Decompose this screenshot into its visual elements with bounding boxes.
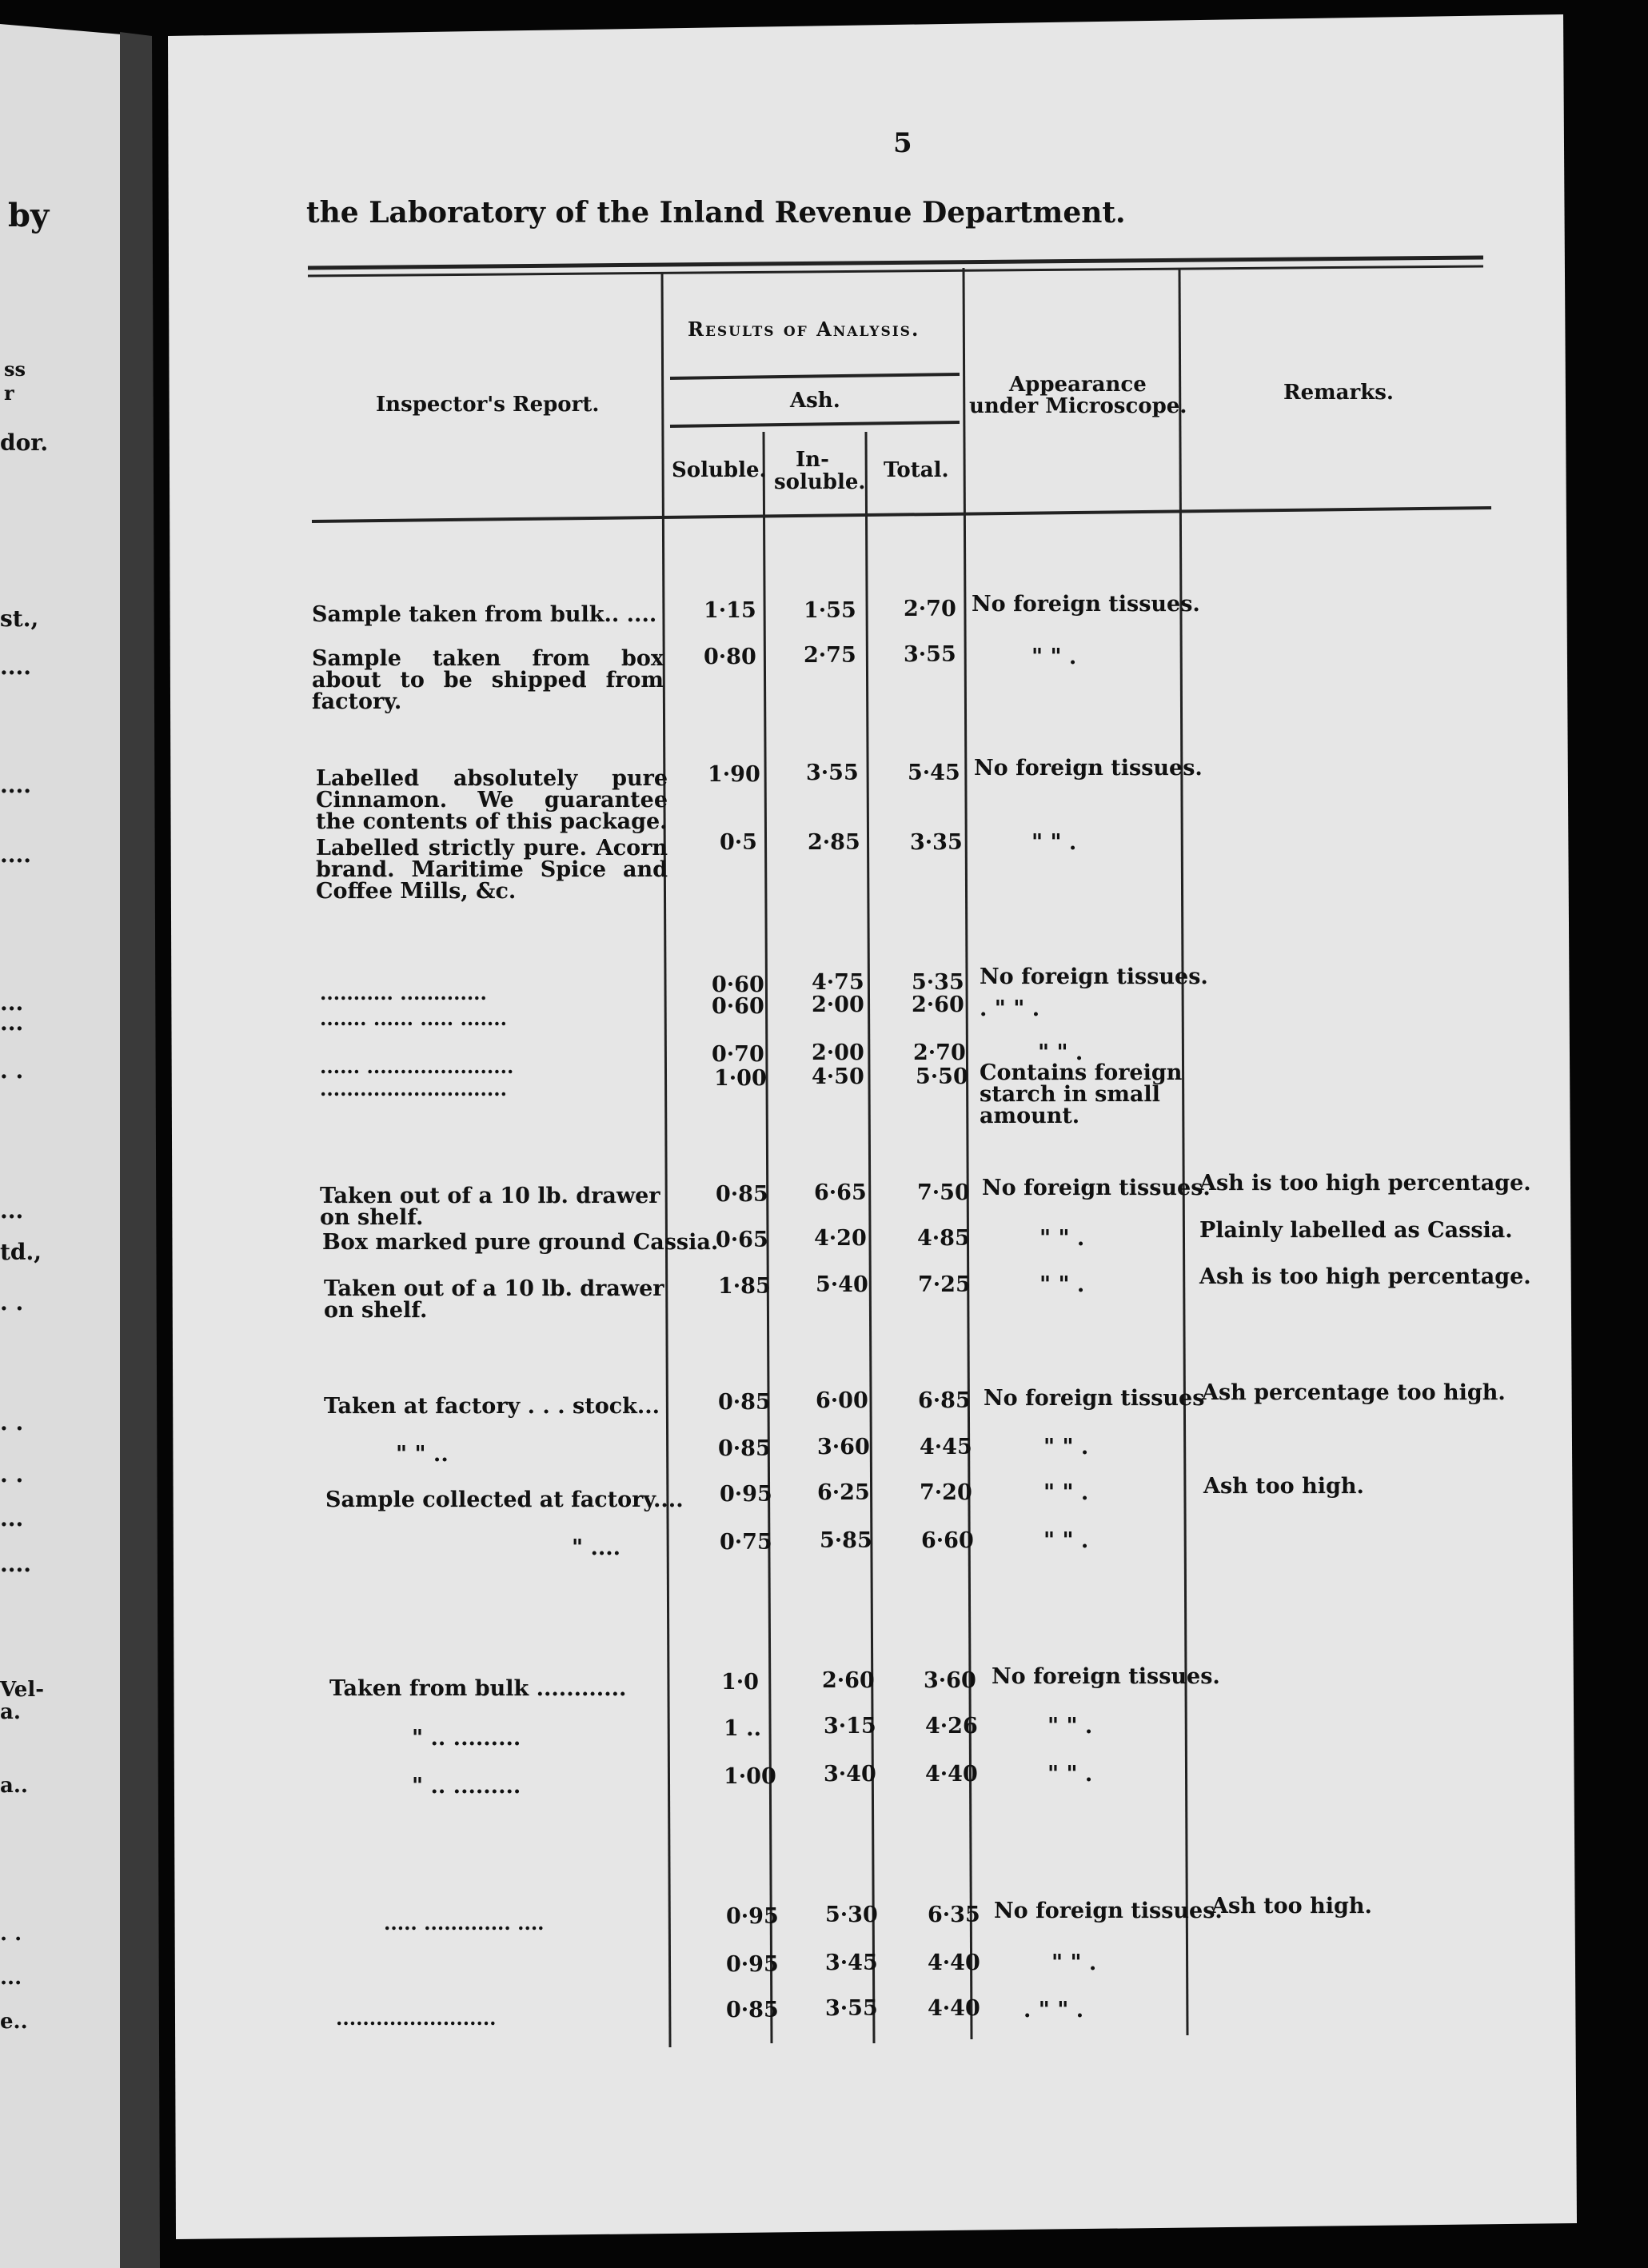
report-cell: " .. .........	[412, 1726, 521, 1751]
total-cell: 4·85	[917, 1226, 970, 1251]
left-fragment: e..	[0, 2010, 28, 2034]
soluble-cell: 0·80	[704, 645, 756, 669]
soluble-cell: 1·00	[714, 1066, 767, 1091]
left-fragment: ...	[0, 989, 24, 1016]
soluble-cell: 0·75	[720, 1530, 772, 1555]
report-cell: Taken from bulk ............	[329, 1676, 627, 1701]
left-fragment: Vel-	[0, 1678, 44, 1702]
remarks-cell: Ash is too high percentage.	[1199, 1171, 1531, 1196]
appearance-cell: No foreign tissues.	[980, 964, 1208, 989]
insoluble-cell: 6·25	[817, 1480, 870, 1505]
appearance-cell: No foreign tissues.	[974, 756, 1203, 781]
soluble-cell: 0·85	[726, 1998, 779, 2022]
left-fragment: ....	[0, 653, 31, 680]
left-fragment: . .	[0, 1461, 24, 1487]
left-fragment: ...	[0, 1966, 22, 1990]
appearance-cell: " " .	[1051, 1951, 1097, 1975]
report-cell: ........................	[336, 2006, 497, 2030]
total-cell: 4·26	[925, 1714, 978, 1739]
report-cell: Taken at factory . . . stock...	[324, 1394, 660, 1419]
total-cell: 6·60	[921, 1528, 974, 1553]
total-cell: 2·70	[904, 597, 956, 621]
appearance-cell: " " .	[1038, 1040, 1083, 1065]
total-cell: 6·35	[928, 1903, 980, 1927]
soluble-cell: 0·95	[726, 1952, 779, 1977]
soluble-cell: 1·0	[721, 1670, 759, 1695]
left-fragment: dor.	[0, 429, 49, 456]
ash-header: Ash.	[790, 389, 840, 413]
running-title: the Laboratory of the Inland Revenue Department.	[306, 196, 1126, 230]
left-fragment: ...	[0, 1505, 24, 1531]
report-cell: Sample taken from bulk.. ....	[312, 602, 657, 627]
appearance-cell: " " .	[1031, 645, 1077, 669]
insoluble-header-2: soluble.	[774, 470, 866, 494]
report-cell: ...... ......................	[320, 1055, 514, 1078]
total-cell: 2·70	[913, 1040, 966, 1065]
remarks-cell: Ash too high.	[1203, 1474, 1364, 1499]
left-fragment: ...	[0, 1197, 24, 1224]
report-cell: Box marked pure ground Cassia.	[322, 1230, 719, 1255]
appearance-cell: " " .	[1047, 1714, 1093, 1739]
soluble-cell: 0·95	[720, 1482, 772, 1507]
appearance-cell: No foreign tissues.	[982, 1176, 1211, 1200]
soluble-cell: 0·60	[712, 972, 764, 997]
insoluble-cell: 2·00	[812, 992, 864, 1017]
report-cell: ............................	[320, 1077, 507, 1100]
remarks-cell: Plainly labelled as Cassia.	[1199, 1218, 1513, 1243]
soluble-cell: 0·85	[718, 1436, 771, 1461]
report-cell: " ....	[572, 1535, 621, 1560]
remarks-cell: Ash percentage too high.	[1202, 1380, 1506, 1405]
insoluble-cell: 2·00	[812, 1040, 864, 1065]
appearance-cell: . " " .	[1024, 1998, 1084, 2022]
insoluble-cell: 5·85	[820, 1528, 872, 1553]
appearance-cell: Contains foreign starch in small amount.	[980, 1060, 1183, 1128]
insoluble-cell: 4·75	[812, 970, 864, 995]
insoluble-cell: 3·55	[806, 761, 859, 785]
results-of-analysis-header: Results of Analysis.	[688, 317, 920, 341]
left-fragment: ....	[0, 772, 31, 798]
soluble-cell: 0·70	[712, 1042, 764, 1067]
left-fragment: r	[4, 381, 14, 405]
left-fragment: td.,	[0, 1239, 42, 1265]
total-cell: 5·45	[908, 761, 960, 785]
report-cell: ....... ...... ..... .......	[320, 1007, 507, 1030]
insoluble-header-1: In-	[796, 448, 829, 472]
soluble-cell: 0·60	[712, 994, 764, 1019]
left-fragment: a..	[0, 1774, 28, 1798]
total-cell: 5·50	[916, 1064, 968, 1089]
soluble-cell: 1·90	[708, 762, 760, 787]
soluble-cell: 1·85	[718, 1274, 771, 1299]
report-cell: Labelled strictly pure. Acorn brand. Maritime Spice and Coffee Mills, &c.	[316, 836, 668, 904]
left-fragment: ...	[0, 1009, 24, 1036]
appearance-cell: No foreign tissues.	[972, 592, 1200, 617]
soluble-cell: 0·5	[720, 830, 757, 855]
appearance-cell: " " .	[1047, 1762, 1093, 1787]
left-fragment: a.	[0, 1700, 21, 1724]
insoluble-cell: 3·60	[817, 1435, 870, 1459]
left-fragment: ss	[4, 357, 26, 381]
insoluble-cell: 3·55	[825, 1996, 878, 2021]
total-cell: 4·40	[925, 1762, 978, 1787]
total-cell: 3·35	[910, 830, 963, 855]
appearance-cell: " " .	[1043, 1528, 1089, 1553]
report-cell: ..... ............. ....	[384, 1911, 545, 1935]
total-cell: 4·40	[928, 1996, 980, 2021]
total-header: Total.	[884, 458, 949, 482]
report-cell: Taken out of a 10 lb. drawer on shelf.	[324, 1276, 664, 1323]
inspector-report-header: Inspector's Report.	[376, 393, 600, 417]
insoluble-cell: 6·65	[814, 1180, 867, 1205]
appearance-cell: " " .	[1031, 830, 1077, 855]
appearance-cell: No foreign tissues	[984, 1386, 1205, 1411]
remarks-header: Remarks.	[1283, 381, 1394, 405]
total-cell: 3·60	[924, 1668, 976, 1693]
total-cell: 4·40	[928, 1951, 980, 1975]
insoluble-cell: 4·50	[812, 1064, 864, 1089]
report-cell: " .. .........	[412, 1774, 521, 1799]
report-cell: ........... .............	[320, 981, 487, 1004]
appearance-cell: " " .	[1043, 1480, 1089, 1505]
left-fragment: . .	[0, 1057, 24, 1084]
appearance-header-1: Appearance	[1009, 373, 1147, 397]
soluble-cell: 1 ..	[724, 1716, 761, 1741]
left-fragment: by	[8, 197, 50, 234]
insoluble-cell: 4·20	[814, 1226, 867, 1251]
report-cell: Taken out of a 10 lb. drawer on shelf.	[320, 1184, 660, 1230]
insoluble-cell: 1·55	[804, 598, 856, 623]
soluble-cell: 0·85	[716, 1182, 768, 1207]
total-cell: 4·45	[920, 1435, 972, 1459]
insoluble-cell: 2·75	[804, 643, 856, 668]
report-cell: Sample collected at factory....	[325, 1487, 684, 1512]
remarks-cell: Ash too high.	[1211, 1894, 1372, 1919]
appearance-cell: . " " .	[980, 996, 1040, 1021]
insoluble-cell: 5·40	[816, 1272, 868, 1297]
left-fragment: ....	[0, 841, 31, 868]
report-cell: " " ..	[396, 1442, 449, 1467]
appearance-cell: " " .	[1039, 1272, 1085, 1297]
insoluble-cell: 3·15	[824, 1714, 876, 1739]
soluble-cell: 0·85	[718, 1390, 771, 1415]
report-cell: Labelled absolutely pure Cinnamon. We guarantee the contents of this package.	[316, 766, 668, 834]
left-fragment: st.,	[0, 605, 39, 632]
total-cell: 7·25	[918, 1272, 971, 1297]
soluble-header: Soluble.	[672, 458, 767, 482]
appearance-cell: " " .	[1043, 1435, 1089, 1459]
appearance-header-2: under Microscope.	[969, 394, 1187, 418]
left-fragment: . .	[0, 1289, 24, 1316]
insoluble-cell: 3·45	[825, 1951, 878, 1975]
soluble-cell: 1·15	[704, 598, 756, 623]
soluble-cell: 1·00	[724, 1764, 776, 1789]
remarks-cell: Ash is too high percentage.	[1199, 1264, 1531, 1289]
insoluble-cell: 6·00	[816, 1388, 868, 1413]
total-cell: 2·60	[912, 992, 964, 1017]
total-cell: 7·20	[920, 1480, 972, 1505]
left-fragment: ....	[0, 1551, 31, 1577]
appearance-cell: " " .	[1039, 1226, 1085, 1251]
page-number: 5	[893, 127, 912, 159]
soluble-cell: 0·65	[716, 1228, 768, 1252]
total-cell: 7·50	[917, 1180, 970, 1205]
total-cell: 5·35	[912, 970, 964, 995]
report-cell: Sample taken from box about to be shipped from factory.	[312, 646, 664, 714]
total-cell: 6·85	[918, 1388, 971, 1413]
appearance-cell: No foreign tissues.	[994, 1899, 1223, 1923]
appearance-cell: No foreign tissues.	[992, 1664, 1220, 1689]
insoluble-cell: 2·60	[822, 1668, 875, 1693]
soluble-cell: 0·95	[726, 1904, 779, 1929]
insoluble-cell: 3·40	[824, 1762, 876, 1787]
left-fragment: . .	[0, 1922, 22, 1946]
left-fragment: . .	[0, 1409, 24, 1435]
total-cell: 3·55	[904, 642, 956, 667]
insoluble-cell: 5·30	[825, 1903, 878, 1927]
insoluble-cell: 2·85	[808, 830, 860, 855]
